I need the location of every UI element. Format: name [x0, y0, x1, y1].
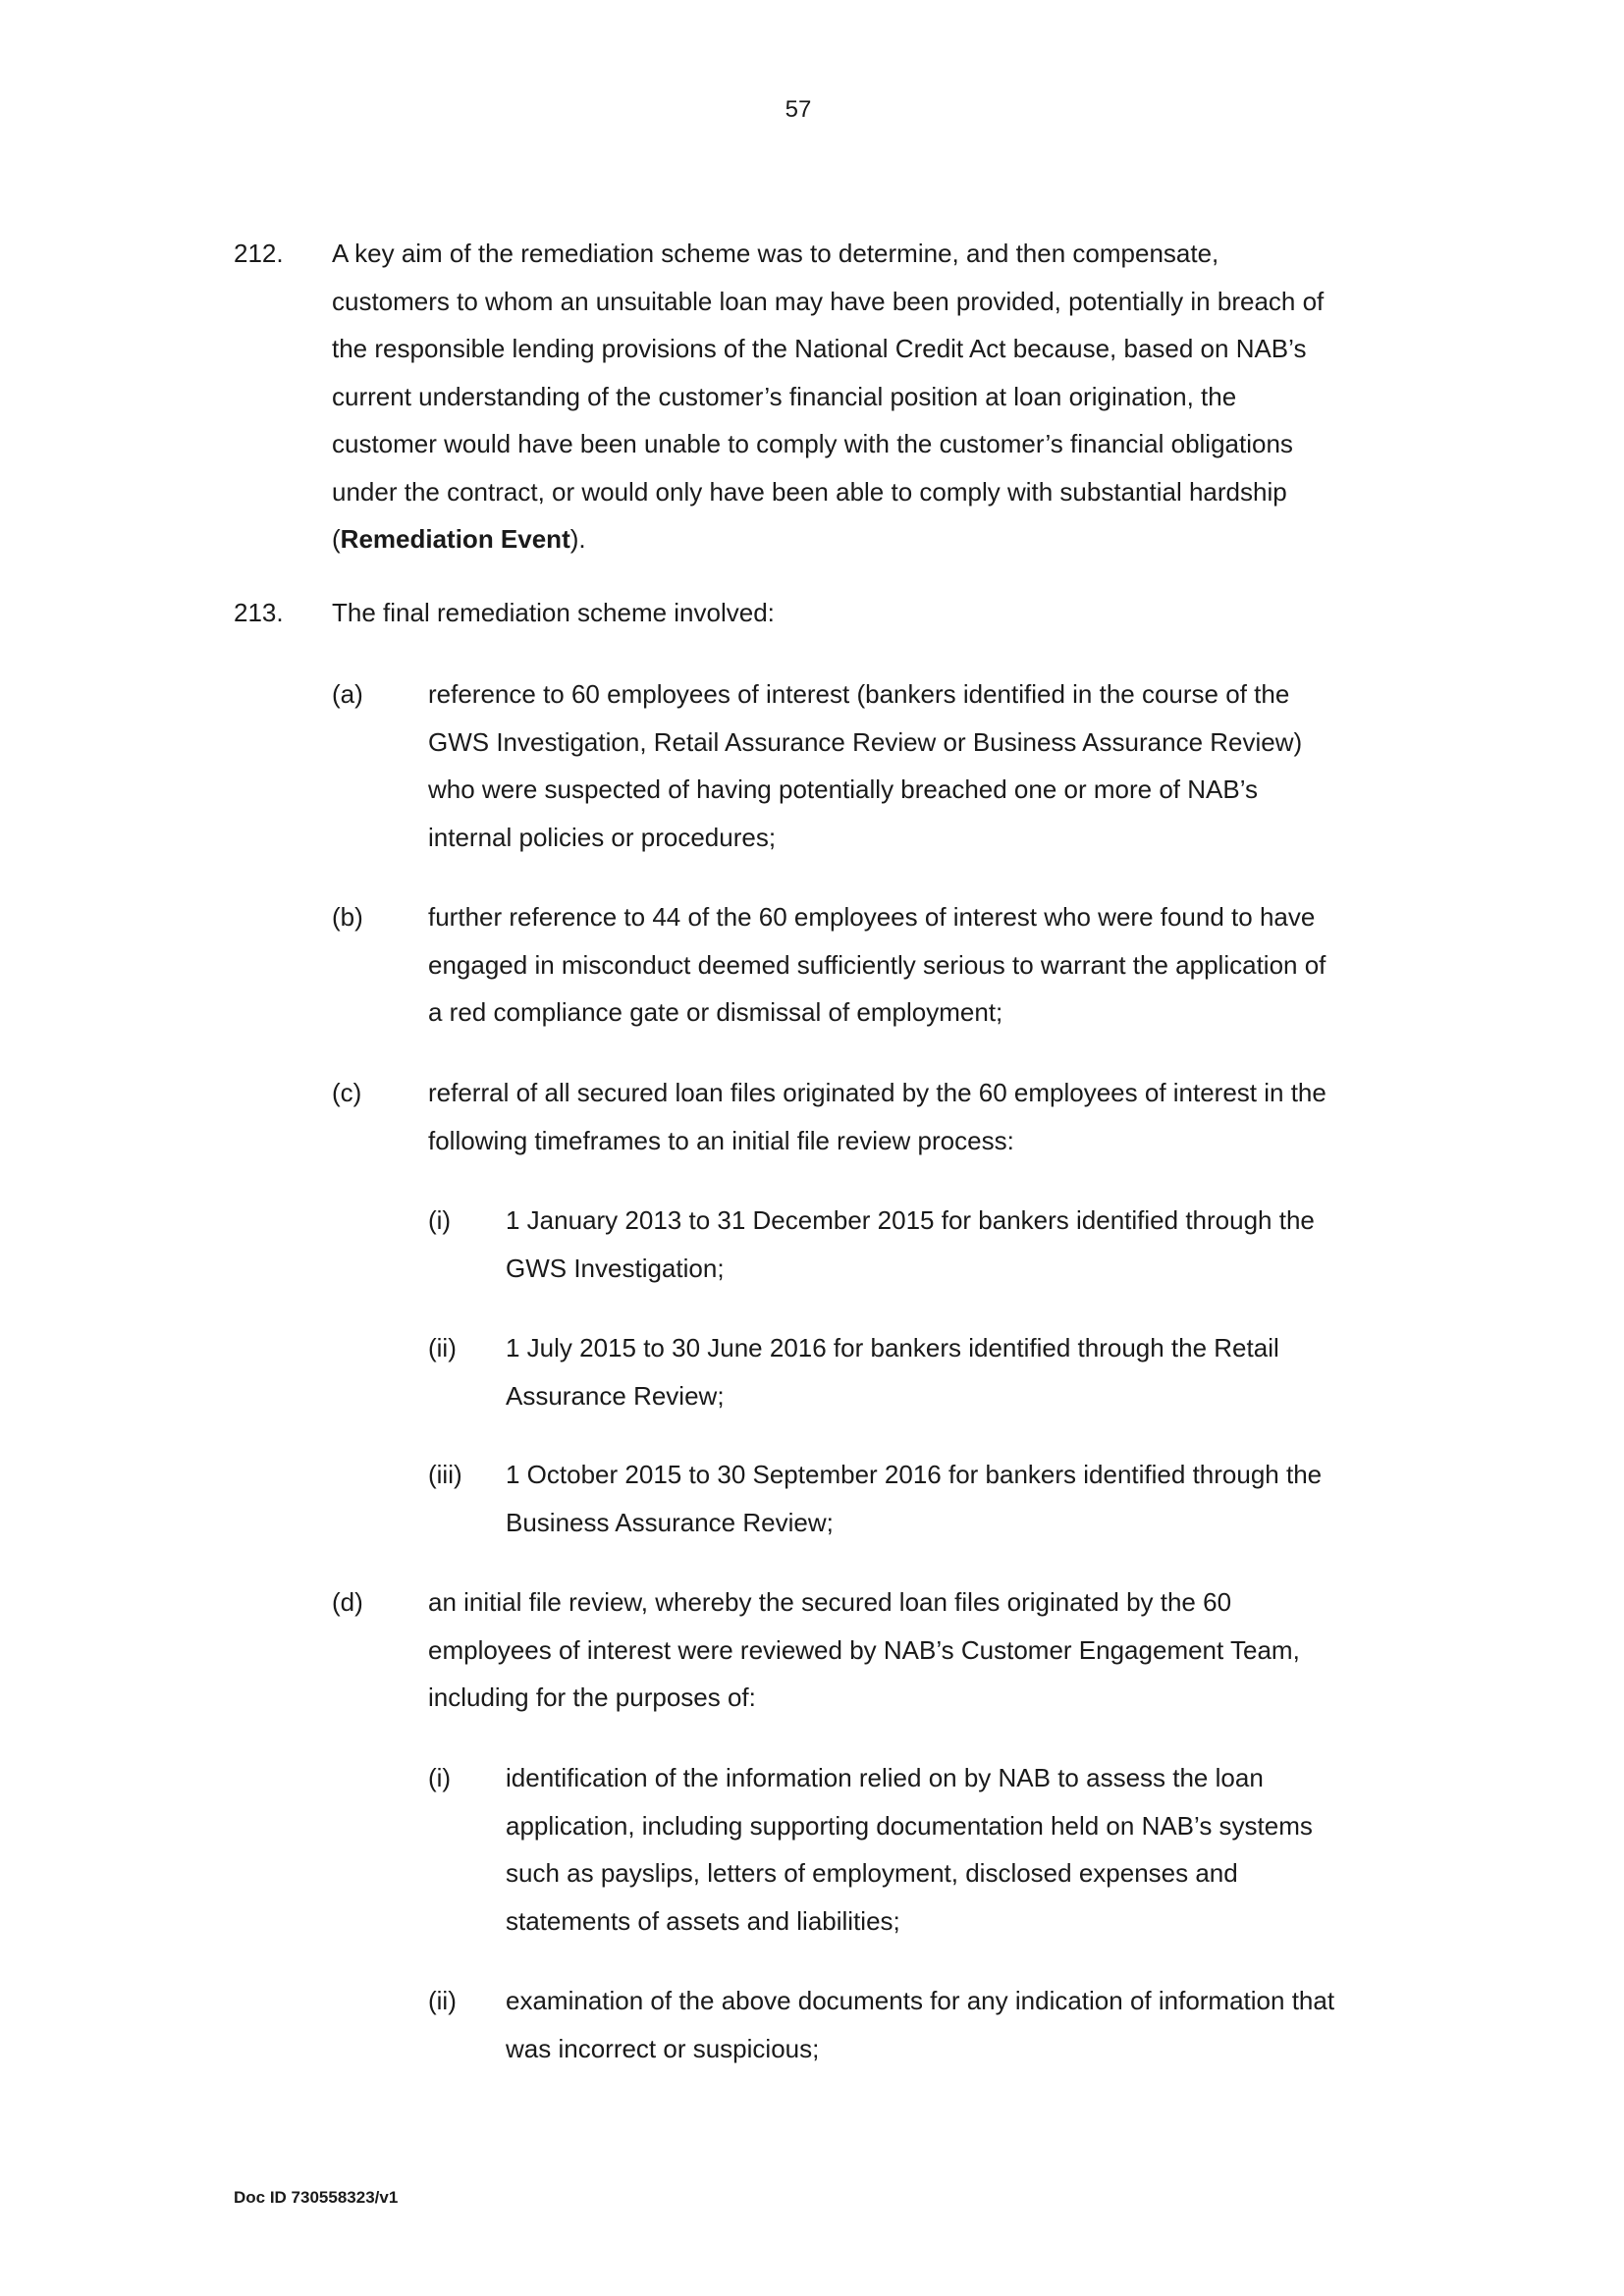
paragraph-number: 213. — [234, 598, 284, 627]
text-line: GWS Investigation; — [506, 1253, 725, 1283]
text-line: A key aim of the remediation scheme was to determine, and then compensate, — [332, 239, 1219, 268]
text-line: Assurance Review; — [506, 1380, 725, 1411]
list-item-text — [428, 893, 1518, 1037]
list-marker: (a) — [332, 679, 363, 709]
list-marker: (d) — [332, 1587, 363, 1617]
text-line: The final remediation scheme involved: — [332, 598, 775, 627]
text-line: identification of the information relied on by NAB to assess the loan — [506, 1763, 1264, 1792]
text-line: customers to whom an unsuitable loan may have been provided, potentially in breach of — [332, 286, 1325, 316]
list-marker: (c) — [332, 1078, 362, 1107]
text-line: engaged in misconduct deemed sufficiently serious to warrant the application of — [428, 949, 1326, 980]
text-line: further reference to 44 of the 60 employees of interest who were found to have — [428, 902, 1316, 932]
defined-term: Remediation Event — [340, 524, 570, 554]
text-line: following timeframes to an initial file review process: — [428, 1125, 1014, 1155]
text-line: the responsible lending provisions of the National Credit Act because, based on NAB’s — [332, 334, 1307, 363]
text-line: customer would have been unable to comply with the customer’s financial obligations — [332, 429, 1293, 458]
text-line: statements of assets and liabilities; — [506, 1905, 900, 1936]
text-line: application, including supporting documentation held on NAB’s systems — [506, 1810, 1313, 1841]
text-line: referral of all secured loan files originated by the 60 employees of interest in the — [428, 1078, 1326, 1107]
text-line: internal policies or procedures; — [428, 822, 777, 852]
list-marker: (ii) — [428, 1333, 457, 1362]
list-item-text — [506, 1451, 1507, 1546]
text-line: examination of the above documents for any indication of information that — [506, 1986, 1335, 2015]
list-marker: (iii) — [428, 1460, 462, 1489]
list-item-text — [506, 1324, 1507, 1419]
list-marker: (i) — [428, 1763, 452, 1792]
list-item-text — [506, 1754, 1507, 1945]
list-item-text — [428, 1578, 1518, 1722]
paragraph-text — [332, 230, 1520, 563]
text-line: was incorrect or suspicious; — [506, 2033, 820, 2063]
list-marker: (i) — [428, 1205, 452, 1235]
text-line: such as payslips, letters of employment, disclosed expenses and — [506, 1858, 1238, 1888]
list-item-text — [506, 1197, 1507, 1292]
list-marker: (ii) — [428, 1986, 457, 2015]
list-item-text — [506, 1977, 1507, 2072]
text-line: 1 January 2013 to 31 December 2015 for bankers identified through the — [506, 1205, 1315, 1235]
text-line: employees of interest were reviewed by NAB’s Customer Engagement Team, — [428, 1634, 1300, 1665]
text-line: who were suspected of having potentially breached one or more of NAB’s — [428, 774, 1259, 804]
text-line: including for the purposes of: — [428, 1682, 756, 1712]
text-line: under the contract, or would only have been able to comply with substantial hardship — [332, 476, 1287, 507]
list-item-text — [428, 670, 1518, 861]
document-id-footer: Doc ID 730558323/v1 — [234, 2188, 399, 2207]
paragraph-text — [332, 589, 1520, 637]
text-line: Business Assurance Review; — [506, 1507, 834, 1537]
paragraph-number: 212. — [234, 239, 284, 268]
close-paren: ). — [569, 524, 586, 554]
text-line: current understanding of the customer’s financial position at loan origination, the — [332, 381, 1237, 411]
text-line — [332, 515, 1520, 563]
text-line: reference to 60 employees of interest (bankers identified in the course of the — [428, 679, 1290, 709]
page-number: 57 — [785, 96, 812, 123]
text-line: a red compliance gate or dismissal of employment; — [428, 997, 1003, 1027]
text-line: 1 October 2015 to 30 September 2016 for bankers identified through the — [506, 1460, 1323, 1489]
list-marker: (b) — [332, 902, 363, 932]
text-line: an initial file review, whereby the secured loan files originated by the 60 — [428, 1587, 1232, 1617]
list-item-text — [428, 1069, 1518, 1164]
text-line: GWS Investigation, Retail Assurance Review or Business Assurance Review) — [428, 726, 1303, 757]
open-paren: ( — [332, 524, 341, 554]
text-line: 1 July 2015 to 30 June 2016 for bankers identified through the Retail — [506, 1333, 1279, 1362]
